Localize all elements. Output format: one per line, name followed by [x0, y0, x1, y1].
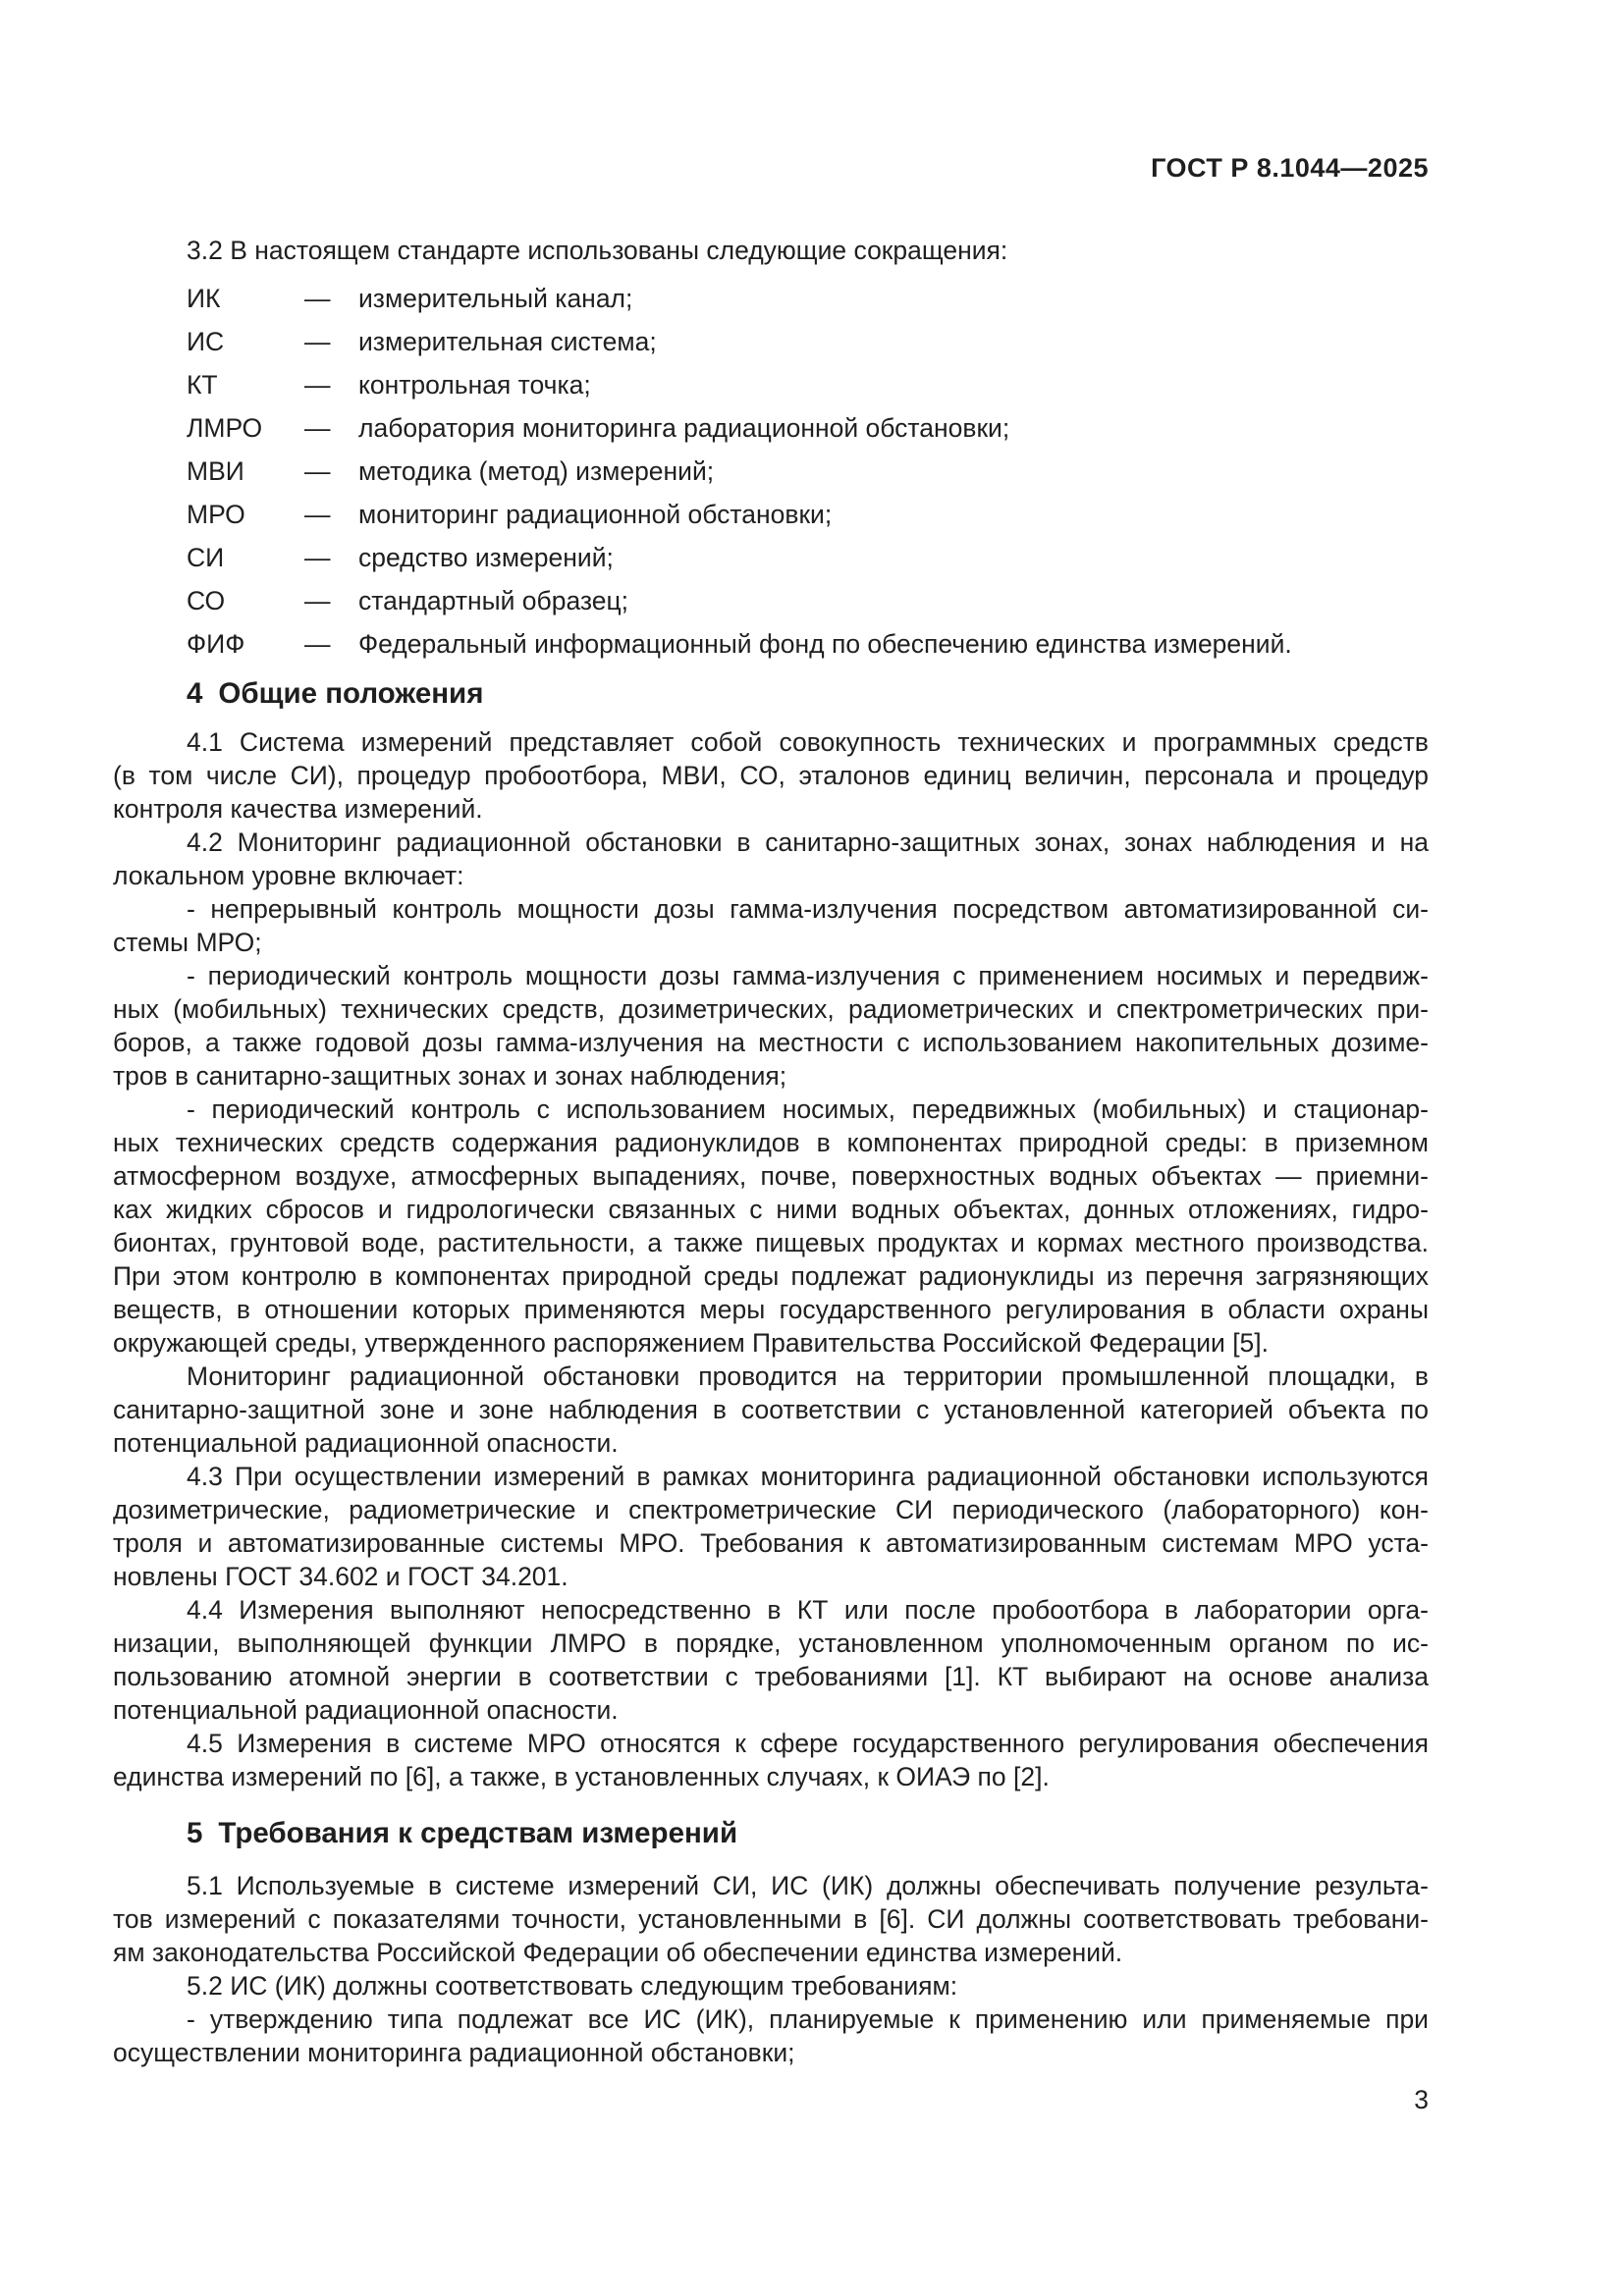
- abbreviation-row: [113, 277, 1429, 320]
- abbreviation-definition: стандартный образец;: [358, 586, 629, 615]
- text-line: - непрерывный контроль мощности дозы гамма-излучения посредством автоматизированной си-: [187, 894, 1429, 924]
- abbreviation-row: [113, 363, 1429, 406]
- text-line: потенциальной радиационной опасности.: [113, 1695, 619, 1725]
- text-line: (в том числе СИ), процедур пробоотбора, МВИ, СО, эталонов единиц величин, персонала и процедур: [113, 761, 1429, 790]
- abbreviation-row: [113, 622, 1429, 666]
- text-line: ных (мобильных) технических средств, дозиметрических, радиометрических и спектрометрических при-: [113, 994, 1429, 1024]
- text-line: 5.2 ИС (ИК) должны соответствовать следующим требованиям:: [187, 1971, 958, 2001]
- abbreviation-definition: Федеральный информационный фонд по обеспечению единства измерений.: [358, 629, 1292, 659]
- abbreviation-definition: методика (метод) измерений;: [358, 456, 715, 486]
- dash-separator: —: [304, 413, 331, 443]
- page-number: 3: [1414, 2085, 1429, 2114]
- dash-separator: —: [304, 456, 331, 486]
- abbreviation-definition: контрольная точка;: [358, 370, 591, 400]
- text-line: бионтах, грунтовой воде, растительности, а также пищевых продуктах и кормах местного производства.: [113, 1228, 1429, 1257]
- abbreviation-row: [113, 493, 1429, 536]
- text-line: Мониторинг радиационной обстановки проводится на территории промышленной площадки, в: [187, 1362, 1429, 1391]
- abbreviation-term: МРО: [187, 500, 245, 529]
- abbreviation-term: ФИФ: [187, 629, 245, 659]
- text-line: локальном уровне включает:: [113, 861, 464, 890]
- abbreviation-definition: измерительный канал;: [358, 284, 633, 313]
- abbreviation-row: [113, 320, 1429, 363]
- text-line: пользованию атомной энергии в соответствии с требованиями [1]. КТ выбирают на основе анализа: [113, 1662, 1429, 1691]
- text-line: 3.2 В настоящем стандарте использованы следующие сокращения:: [187, 236, 1008, 265]
- text-line: 5.1 Используемые в системе измерений СИ, ИС (ИК) должны обеспечивать получение результа-: [187, 1871, 1429, 1900]
- section-heading: [113, 1813, 1429, 1854]
- text-line: 4.2 Мониторинг радиационной обстановки в санитарно-защитных зонах, зонах наблюдения и на: [187, 828, 1429, 857]
- text-line: санитарно-защитной зоне и зоне наблюдения в соответствии с установленной категорией объекта по: [113, 1395, 1429, 1424]
- section-number: 5: [187, 1817, 203, 1849]
- abbreviation-definition: измерительная система;: [358, 327, 657, 356]
- text-line: 4.3 При осуществлении измерений в рамках мониторинга радиационной обстановки используются: [187, 1462, 1429, 1491]
- text-line: 4.4 Измерения выполняют непосредственно в КТ или после пробоотбора в лаборатории орга-: [187, 1595, 1429, 1625]
- paragraph: [113, 1869, 1429, 1969]
- dash-separator: —: [304, 284, 331, 313]
- text-line: При этом контролю в компонентах природной среды подлежат радионуклиды из перечня загрязняющих: [113, 1261, 1429, 1291]
- text-line: - периодический контроль мощности дозы гамма-излучения с применением носимых и передвиж-: [187, 961, 1429, 990]
- text-line: - утверждению типа подлежат все ИС (ИК), планируемые к применению или применяемые при: [187, 2004, 1429, 2034]
- paragraph: [113, 1460, 1429, 1593]
- paragraph: [113, 959, 1429, 1093]
- text-line: потенциальной радиационной опасности.: [113, 1428, 619, 1458]
- text-line: дозиметрические, радиометрические и спектрометрические СИ периодического (лабораторного) кон-: [113, 1495, 1429, 1524]
- text-line: 4.1 Система измерений представляет собой совокупность технических и программных средств: [187, 727, 1429, 757]
- spacer: [113, 182, 1429, 234]
- abbreviation-term: ИК: [187, 284, 221, 313]
- section-title: Общие положения: [218, 677, 484, 710]
- paragraph: [113, 2002, 1429, 2069]
- text-line: боров, а также годовой дозы гамма-излучения на местности с использованием накопительных дозиме-: [113, 1028, 1429, 1057]
- text-line: ям законодательства Российской Федерации об обеспечении единства измерений.: [113, 1938, 1123, 1967]
- abbreviation-row: [113, 450, 1429, 493]
- text-line: низации, выполняющей функции ЛМРО в порядке, установленном уполномоченным органом по ис-: [113, 1629, 1429, 1658]
- section-title: Требования к средствам измерений: [218, 1817, 738, 1849]
- text-line: - периодический контроль с использованием носимых, передвижных (мобильных) и стационар-: [187, 1095, 1429, 1124]
- paragraph: [113, 234, 1429, 267]
- paragraph: [113, 1969, 1429, 2002]
- dash-separator: —: [304, 543, 331, 572]
- abbreviation-term: КТ: [187, 370, 218, 400]
- section-number: 4: [187, 677, 203, 710]
- paragraph: [113, 1727, 1429, 1793]
- abbreviation-list: [113, 277, 1429, 666]
- text-line: ных технических средств содержания радионуклидов в компонентах природной среды: в приземном: [113, 1128, 1429, 1157]
- text-line: тов измерений с показателями точности, установленными в [6]. СИ должны соответствовать требовани-: [113, 1904, 1429, 1934]
- text-line: стемы МРО;: [113, 928, 262, 957]
- paragraph: [113, 892, 1429, 959]
- section-heading: [113, 673, 1429, 715]
- abbreviation-term: ЛМРО: [187, 413, 263, 443]
- text-line: троля и автоматизированные системы МРО. Требования к автоматизированным системам МРО уста-: [113, 1528, 1429, 1558]
- paragraph: [113, 725, 1429, 826]
- dash-separator: —: [304, 327, 331, 356]
- abbreviation-definition: мониторинг радиационной обстановки;: [358, 500, 833, 529]
- abbreviation-term: ИС: [187, 327, 225, 356]
- dash-separator: —: [304, 629, 331, 659]
- text-line: осуществлении мониторинга радиационной обстановки;: [113, 2038, 795, 2067]
- paragraph: [113, 1360, 1429, 1460]
- text-line: новлены ГОСТ 34.602 и ГОСТ 34.201.: [113, 1562, 568, 1591]
- document-body: [113, 234, 1429, 2069]
- standard-designation: ГОСТ Р 8.1044—2025: [1151, 153, 1429, 183]
- text-line: атмосферном воздухе, атмосферных выпадениях, почве, поверхностных водных объектах — приемни-: [113, 1161, 1429, 1191]
- paragraph: [113, 826, 1429, 892]
- abbreviation-row: [113, 536, 1429, 579]
- text-line: контроля качества измерений.: [113, 794, 483, 824]
- abbreviation-term: МВИ: [187, 456, 244, 486]
- dash-separator: —: [304, 370, 331, 400]
- text-line: ках жидких сбросов и гидрологически связанных с ними водных объектах, донных отложениях, гидро-: [113, 1195, 1429, 1224]
- text-line: веществ, в отношении которых применяются меры государственного регулирования в области охраны: [113, 1295, 1429, 1324]
- dash-separator: —: [304, 500, 331, 529]
- paragraph: [113, 1093, 1429, 1360]
- text-line: тров в санитарно-защитных зонах и зонах наблюдения;: [113, 1061, 787, 1091]
- text-line: единства измерений по [6], а также, в установленных случаях, к ОИАЭ по [2].: [113, 1762, 1050, 1791]
- text-line: окружающей среды, утвержденного распоряжением Правительства Российской Федерации [5].: [113, 1328, 1270, 1358]
- abbreviation-definition: лаборатория мониторинга радиационной обстановки;: [358, 413, 1010, 443]
- abbreviation-term: СИ: [187, 543, 225, 572]
- dash-separator: —: [304, 586, 331, 615]
- paragraph: [113, 1593, 1429, 1727]
- abbreviation-definition: средство измерений;: [358, 543, 614, 572]
- abbreviation-row: [113, 579, 1429, 622]
- text-line: 4.5 Измерения в системе МРО относятся к сфере государственного регулирования обеспечения: [187, 1729, 1429, 1758]
- abbreviation-term: СО: [187, 586, 226, 615]
- abbreviation-row: [113, 406, 1429, 450]
